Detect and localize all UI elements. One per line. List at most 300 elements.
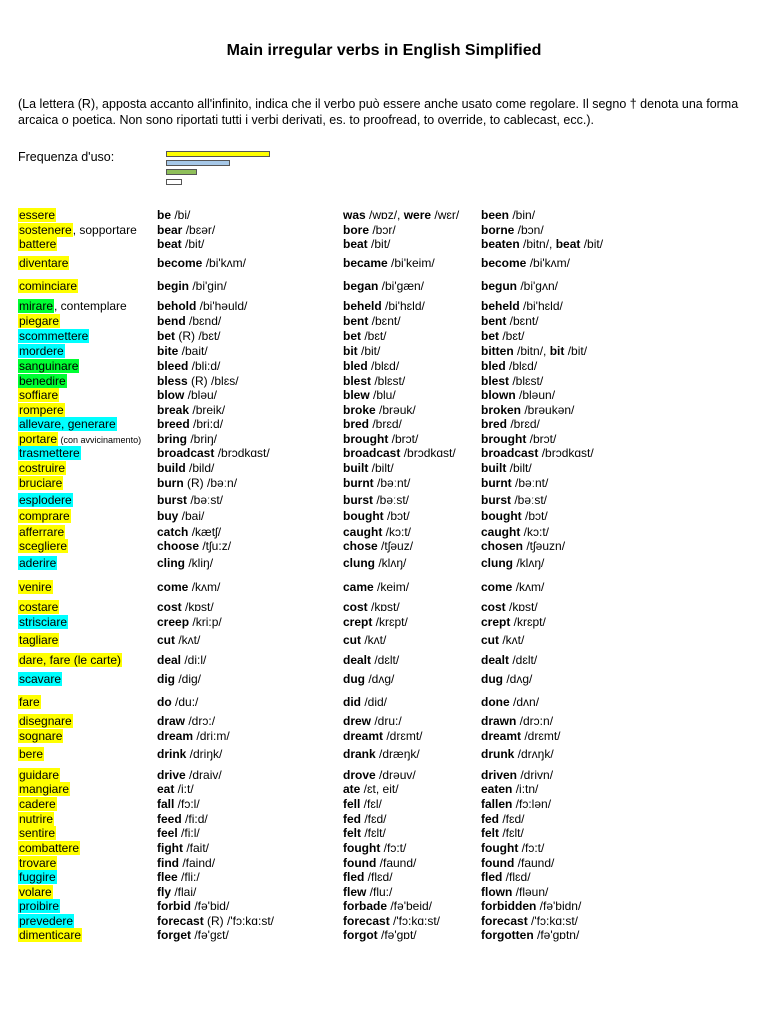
italian-verb: fuggire bbox=[19, 870, 56, 884]
past-participle bbox=[481, 314, 539, 329]
italian-meaning bbox=[18, 928, 156, 943]
base-form bbox=[157, 493, 223, 508]
past-ipa: /faund/ bbox=[376, 856, 417, 870]
pp-verb: clung bbox=[481, 556, 513, 570]
italian-meaning bbox=[18, 556, 156, 571]
past-participle bbox=[481, 600, 538, 615]
past-verb: fought bbox=[343, 841, 381, 855]
past-verb: broke bbox=[343, 403, 376, 417]
past-simple bbox=[343, 782, 399, 797]
verb-row bbox=[18, 539, 758, 554]
past-ipa: /did/ bbox=[361, 695, 388, 709]
past-participle bbox=[481, 899, 581, 914]
italian-verb: sostenere bbox=[19, 223, 72, 237]
pp-ipa: /drɔ:n/ bbox=[516, 714, 554, 728]
past-participle bbox=[481, 812, 525, 827]
base-verb: feed bbox=[157, 812, 182, 826]
past-simple bbox=[343, 714, 402, 729]
base-form bbox=[157, 914, 274, 929]
past-simple bbox=[343, 237, 390, 252]
past-verb: ate bbox=[343, 782, 361, 796]
pp-ipa: /fə'bidn/ bbox=[536, 899, 582, 913]
pp-ipa: /bəːnt/ bbox=[511, 476, 549, 490]
pp-ipa: /bi'hɛld/ bbox=[519, 299, 563, 313]
italian-verb: bruciare bbox=[19, 476, 63, 490]
pp-ipa: /brɔt/ bbox=[526, 432, 557, 446]
past-ipa: /blɛd/ bbox=[367, 359, 400, 373]
italian-meaning bbox=[18, 672, 156, 687]
italian-verb: comprare bbox=[19, 509, 70, 523]
base-ipa: /fi:d/ bbox=[181, 812, 208, 826]
base-ipa: /bai/ bbox=[178, 509, 205, 523]
past-participle bbox=[481, 446, 594, 461]
base-verb: catch bbox=[157, 525, 189, 539]
past-simple bbox=[343, 476, 410, 491]
past-participle bbox=[481, 388, 555, 403]
italian-verb: nutrire bbox=[19, 812, 54, 826]
base-ipa: /drɔ:/ bbox=[185, 714, 216, 728]
past-ipa: /bit/ bbox=[357, 344, 381, 358]
italian-meaning bbox=[18, 388, 156, 403]
pp-verb: dreamt bbox=[481, 729, 522, 743]
base-form bbox=[157, 329, 221, 344]
pp-ipa: /krɛpt/ bbox=[510, 615, 546, 629]
past-participle bbox=[481, 841, 544, 856]
base-verb: fall bbox=[157, 797, 175, 811]
italian-verb: guidare bbox=[19, 768, 60, 782]
pp-ipa: /bilt/ bbox=[506, 461, 532, 475]
verb-row bbox=[18, 493, 758, 508]
past-ipa: /dɛlt/ bbox=[371, 653, 400, 667]
past-ipa: /blu/ bbox=[369, 388, 396, 402]
pp-verb: bitten bbox=[481, 344, 514, 358]
past-participle bbox=[481, 695, 539, 710]
base-ipa: /du:/ bbox=[171, 695, 199, 709]
italian-meaning bbox=[18, 329, 156, 344]
italian-verb: prevedere bbox=[19, 914, 74, 928]
pp-verb: bred bbox=[481, 417, 508, 431]
past-simple bbox=[343, 695, 387, 710]
italian-verb: bere bbox=[19, 747, 44, 761]
past-simple bbox=[343, 344, 380, 359]
past-simple bbox=[343, 314, 401, 329]
past-ipa: /flɛd/ bbox=[364, 870, 393, 884]
past-ipa: /dræŋk/ bbox=[375, 747, 420, 761]
frequency-bar bbox=[166, 179, 182, 185]
verb-row bbox=[18, 672, 758, 687]
base-form bbox=[157, 539, 231, 554]
verb-row bbox=[18, 633, 758, 648]
past-verb: forbade bbox=[343, 899, 388, 913]
base-verb: breed bbox=[157, 417, 190, 431]
italian-meaning bbox=[18, 299, 156, 314]
italian-meaning bbox=[18, 768, 156, 783]
past-participle bbox=[481, 615, 546, 630]
past-ipa: /bɔr/ bbox=[369, 223, 396, 237]
base-verb: build bbox=[157, 461, 186, 475]
pp-ipa: /drɛmt/ bbox=[521, 729, 561, 743]
base-ipa: /fɔ:l/ bbox=[174, 797, 200, 811]
past-verb: clung bbox=[343, 556, 375, 570]
base-verb: feel bbox=[157, 826, 178, 840]
pp-verb: dealt bbox=[481, 653, 510, 667]
pp-ipa: /dʌg/ bbox=[503, 672, 533, 686]
pp-verb: been bbox=[481, 208, 510, 222]
base-ipa: /bləu/ bbox=[184, 388, 218, 402]
past-simple bbox=[343, 299, 425, 314]
pp-ipa: /'fɔ:kɑ:st/ bbox=[527, 914, 578, 928]
pp-verb: beaten bbox=[481, 237, 520, 251]
base-form bbox=[157, 747, 222, 762]
base-verb: bet bbox=[157, 329, 175, 343]
pp-ipa: /kʌt/ bbox=[499, 633, 525, 647]
base-form bbox=[157, 633, 200, 648]
verb-row bbox=[18, 388, 758, 403]
verb-row bbox=[18, 279, 758, 294]
base-verb: come bbox=[157, 580, 189, 594]
past-simple bbox=[343, 279, 424, 294]
past-participle bbox=[481, 747, 554, 762]
past-participle bbox=[481, 885, 548, 900]
base-verb: buy bbox=[157, 509, 179, 523]
base-form bbox=[157, 208, 190, 223]
italian-verb: sognare bbox=[19, 729, 63, 743]
past-simple bbox=[343, 653, 399, 668]
past-simple bbox=[343, 812, 387, 827]
base-ipa: /bəːst/ bbox=[187, 493, 224, 507]
past-participle bbox=[481, 768, 553, 783]
italian-meaning bbox=[18, 653, 156, 668]
past-ipa: /brəuk/ bbox=[375, 403, 416, 417]
base-ipa: /faind/ bbox=[179, 856, 216, 870]
pp-verb: chosen bbox=[481, 539, 524, 553]
italian-verb: mordere bbox=[19, 344, 64, 358]
pp-verb: drunk bbox=[481, 747, 515, 761]
past-verb: dealt bbox=[343, 653, 372, 667]
base-ipa: /bi'kʌm/ bbox=[202, 256, 246, 270]
italian-meaning bbox=[18, 797, 156, 812]
verb-row bbox=[18, 797, 758, 812]
pp-verb: fled bbox=[481, 870, 503, 884]
base-ipa: /bi/ bbox=[171, 208, 191, 222]
base-ipa: /bɛər/ bbox=[182, 223, 216, 237]
pp-verb: begun bbox=[481, 279, 517, 293]
base-ipa: (R) /'fɔ:kɑ:st/ bbox=[203, 914, 274, 928]
base-form bbox=[157, 797, 200, 812]
past-verb: bit bbox=[343, 344, 358, 358]
past-ipa: /dʌg/ bbox=[365, 672, 395, 686]
pp-ipa: /bɔn/ bbox=[514, 223, 544, 237]
verb-row bbox=[18, 446, 758, 461]
base-ipa: (R) /bəːn/ bbox=[183, 476, 238, 490]
base-ipa: /fi:l/ bbox=[177, 826, 200, 840]
base-verb: flee bbox=[157, 870, 178, 884]
past-verb: drank bbox=[343, 747, 376, 761]
past-simple bbox=[343, 388, 396, 403]
pp-verb-alt: bit bbox=[546, 344, 565, 358]
base-form bbox=[157, 359, 220, 374]
base-ipa: (R) /bɛt/ bbox=[175, 329, 221, 343]
past-participle bbox=[481, 403, 574, 418]
italian-meaning bbox=[18, 782, 156, 797]
italian-verb: volare bbox=[19, 885, 52, 899]
base-verb: fight bbox=[157, 841, 183, 855]
verb-row bbox=[18, 417, 758, 432]
past-verb: forgot bbox=[343, 928, 378, 942]
past-verb: blest bbox=[343, 374, 372, 388]
intro-paragraph: (La lettera (R), apposta accanto all'infinito, indica che il verbo può essere anche usato come regolare. Il segno † denota una forma arcaica o poetica. Non sono riportati tutti i verbi derivati, es. to proofread, to override, to cablecast, ecc.). bbox=[18, 97, 739, 127]
base-form bbox=[157, 344, 208, 359]
pp-ipa: /kɒst/ bbox=[505, 600, 538, 614]
base-verb: eat bbox=[157, 782, 175, 796]
base-ipa: /dig/ bbox=[175, 672, 202, 686]
italian-verb: tagliare bbox=[19, 633, 59, 647]
pp-ipa: /bitn/, bbox=[513, 344, 547, 358]
past-verb: bent bbox=[343, 314, 369, 328]
verb-row bbox=[18, 714, 758, 729]
past-simple bbox=[343, 856, 416, 871]
italian-meaning bbox=[18, 899, 156, 914]
pp-verb: blown bbox=[481, 388, 516, 402]
base-ipa: /flai/ bbox=[171, 885, 197, 899]
base-ipa: /draiv/ bbox=[185, 768, 222, 782]
italian-verb: allevare, generare bbox=[19, 417, 116, 431]
italian-verb: aderire bbox=[19, 556, 57, 570]
past-ipa: /tʃəuz/ bbox=[377, 539, 414, 553]
base-form bbox=[157, 388, 217, 403]
past-verb: built bbox=[343, 461, 369, 475]
verb-row bbox=[18, 344, 758, 359]
base-form bbox=[157, 714, 215, 729]
base-ipa: /kætʃ/ bbox=[188, 525, 222, 539]
pp-verb-alt: beat bbox=[552, 237, 581, 251]
base-form bbox=[157, 476, 237, 491]
past-verb: dreamt bbox=[343, 729, 384, 743]
base-form bbox=[157, 525, 221, 540]
pp-verb: fallen bbox=[481, 797, 513, 811]
past-ipa: /bi'keim/ bbox=[387, 256, 435, 270]
past-participle bbox=[481, 797, 551, 812]
italian-verb: battere bbox=[19, 237, 57, 251]
base-verb: burn bbox=[157, 476, 184, 490]
verb-row bbox=[18, 256, 758, 271]
base-form bbox=[157, 509, 204, 524]
past-simple bbox=[343, 525, 411, 540]
pp-ipa: /drʌŋk/ bbox=[514, 747, 554, 761]
verb-row bbox=[18, 826, 758, 841]
past-simple bbox=[343, 899, 432, 914]
pp-verb: caught bbox=[481, 525, 521, 539]
italian-meaning bbox=[18, 256, 156, 271]
base-verb: find bbox=[157, 856, 179, 870]
verb-row bbox=[18, 885, 758, 900]
base-verb: break bbox=[157, 403, 190, 417]
base-form bbox=[157, 374, 239, 389]
past-ipa: /fɛlt/ bbox=[361, 826, 386, 840]
past-verb: began bbox=[343, 279, 379, 293]
pp-ipa: /brɛd/ bbox=[507, 417, 540, 431]
pp-ipa: /bi'gʌn/ bbox=[517, 279, 558, 293]
base-verb: broadcast bbox=[157, 446, 215, 460]
past-participle bbox=[481, 653, 537, 668]
italian-meaning bbox=[18, 461, 156, 476]
pp-verb: bled bbox=[481, 359, 506, 373]
base-verb: bend bbox=[157, 314, 186, 328]
past-verb: became bbox=[343, 256, 388, 270]
past-verb: found bbox=[343, 856, 377, 870]
past-participle bbox=[481, 928, 579, 943]
base-form bbox=[157, 446, 270, 461]
past-participle bbox=[481, 782, 538, 797]
past-verb: flew bbox=[343, 885, 367, 899]
base-verb: cling bbox=[157, 556, 186, 570]
past-simple bbox=[343, 600, 400, 615]
pp-verb: flown bbox=[481, 885, 513, 899]
past-participle bbox=[481, 329, 525, 344]
base-form bbox=[157, 768, 222, 783]
past-ipa: /bilt/ bbox=[368, 461, 394, 475]
italian-meaning bbox=[18, 747, 156, 762]
base-form bbox=[157, 782, 194, 797]
past-participle bbox=[481, 509, 548, 524]
past-simple bbox=[343, 797, 382, 812]
base-verb: bear bbox=[157, 223, 183, 237]
base-ipa: /kʌt/ bbox=[175, 633, 201, 647]
past-simple bbox=[343, 747, 420, 762]
base-form bbox=[157, 461, 214, 476]
verb-row bbox=[18, 237, 758, 252]
italian-meaning bbox=[18, 870, 156, 885]
verb-row bbox=[18, 653, 758, 668]
base-form bbox=[157, 223, 215, 238]
pp-ipa: /klʌŋ/ bbox=[513, 556, 545, 570]
base-ipa: /bi'gin/ bbox=[189, 279, 227, 293]
pp-verb: beheld bbox=[481, 299, 520, 313]
past-verb: fed bbox=[343, 812, 361, 826]
base-verb: creep bbox=[157, 615, 190, 629]
base-verb: cost bbox=[157, 600, 182, 614]
past-participle bbox=[481, 237, 603, 252]
past-simple bbox=[343, 633, 386, 648]
italian-verb: fare bbox=[19, 695, 40, 709]
verb-row bbox=[18, 359, 758, 374]
pp-ipa: /brəukən/ bbox=[521, 403, 575, 417]
verb-row bbox=[18, 208, 758, 223]
past-ipa: /ɛt, eit/ bbox=[360, 782, 399, 796]
italian-meaning bbox=[18, 885, 156, 900]
base-ipa: /tʃu:z/ bbox=[199, 539, 232, 553]
italian-meaning bbox=[18, 208, 156, 223]
base-verb: blow bbox=[157, 388, 185, 402]
italian-meaning bbox=[18, 580, 156, 595]
pp-ipa: /dʌn/ bbox=[509, 695, 540, 709]
past-ipa: /fɛd/ bbox=[361, 812, 387, 826]
italian-verb: dimenticare bbox=[19, 928, 82, 942]
pp-verb: broken bbox=[481, 403, 522, 417]
italian-meaning bbox=[18, 417, 156, 432]
past-simple bbox=[343, 729, 423, 744]
past-participle bbox=[481, 279, 558, 294]
past-simple bbox=[343, 615, 408, 630]
verb-row bbox=[18, 729, 758, 744]
base-verb: drink bbox=[157, 747, 187, 761]
past-participle bbox=[481, 914, 578, 929]
pp-ipa: /fɔ:lən/ bbox=[512, 797, 552, 811]
pp-verb: done bbox=[481, 695, 510, 709]
past-ipa: /fɛl/ bbox=[360, 797, 382, 811]
pp-verb: burnt bbox=[481, 476, 512, 490]
base-verb: choose bbox=[157, 539, 200, 553]
base-verb: dig bbox=[157, 672, 175, 686]
pp-ipa: /kʌm/ bbox=[512, 580, 545, 594]
italian-verb: benedire bbox=[19, 374, 66, 388]
italian-meaning bbox=[18, 493, 156, 508]
past-participle bbox=[481, 461, 532, 476]
base-verb: bless bbox=[157, 374, 188, 388]
past-verb: drove bbox=[343, 768, 376, 782]
italian-verb: sentire bbox=[19, 826, 56, 840]
frequency-label: Frequenza d'uso: bbox=[18, 150, 115, 164]
verb-row bbox=[18, 509, 758, 524]
frequency-bar bbox=[166, 169, 197, 175]
base-ipa: /briŋ/ bbox=[187, 432, 218, 446]
past-verb: beat bbox=[343, 237, 368, 251]
past-verb: crept bbox=[343, 615, 373, 629]
base-form bbox=[157, 279, 227, 294]
past-participle bbox=[481, 826, 524, 841]
past-simple bbox=[343, 539, 413, 554]
italian-meaning bbox=[18, 695, 156, 710]
base-verb: beat bbox=[157, 237, 182, 251]
past-ipa: /fə'beid/ bbox=[387, 899, 433, 913]
base-ipa: /bait/ bbox=[178, 344, 208, 358]
pp-verb: fed bbox=[481, 812, 499, 826]
base-verb: behold bbox=[157, 299, 197, 313]
base-verb: draw bbox=[157, 714, 186, 728]
italian-verb: soffiare bbox=[19, 388, 59, 402]
verb-row bbox=[18, 768, 758, 783]
italian-meaning bbox=[18, 374, 156, 389]
past-participle bbox=[481, 525, 549, 540]
past-ipa: /blɛst/ bbox=[371, 374, 406, 388]
past-ipa: /drəuv/ bbox=[375, 768, 416, 782]
past-simple bbox=[343, 556, 406, 571]
pp-verb: brought bbox=[481, 432, 527, 446]
verb-row bbox=[18, 403, 758, 418]
past-simple bbox=[343, 461, 394, 476]
past-ipa: /bɛt/ bbox=[361, 329, 387, 343]
base-ipa: /bi'həuld/ bbox=[196, 299, 248, 313]
base-verb: begin bbox=[157, 279, 189, 293]
pp-ipa: /blɛst/ bbox=[509, 374, 544, 388]
past-simple bbox=[343, 928, 417, 943]
pp-ipa: /bi'kʌm/ bbox=[526, 256, 570, 270]
past-ipa: /kʌt/ bbox=[361, 633, 387, 647]
past-verb: drew bbox=[343, 714, 372, 728]
verb-row bbox=[18, 615, 758, 630]
base-verb: cut bbox=[157, 633, 175, 647]
italian-verb: cadere bbox=[19, 797, 56, 811]
past-verb: came bbox=[343, 580, 374, 594]
pp-verb: cost bbox=[481, 600, 506, 614]
italian-meaning bbox=[18, 237, 156, 252]
past-participle bbox=[481, 359, 537, 374]
pp-ipa: /brɔdkɑst/ bbox=[538, 446, 594, 460]
past-ipa: /brɔdkɑst/ bbox=[400, 446, 456, 460]
base-verb: forbid bbox=[157, 899, 191, 913]
past-ipa-alt: /wɛr/ bbox=[431, 208, 460, 222]
pp-verb: fought bbox=[481, 841, 519, 855]
